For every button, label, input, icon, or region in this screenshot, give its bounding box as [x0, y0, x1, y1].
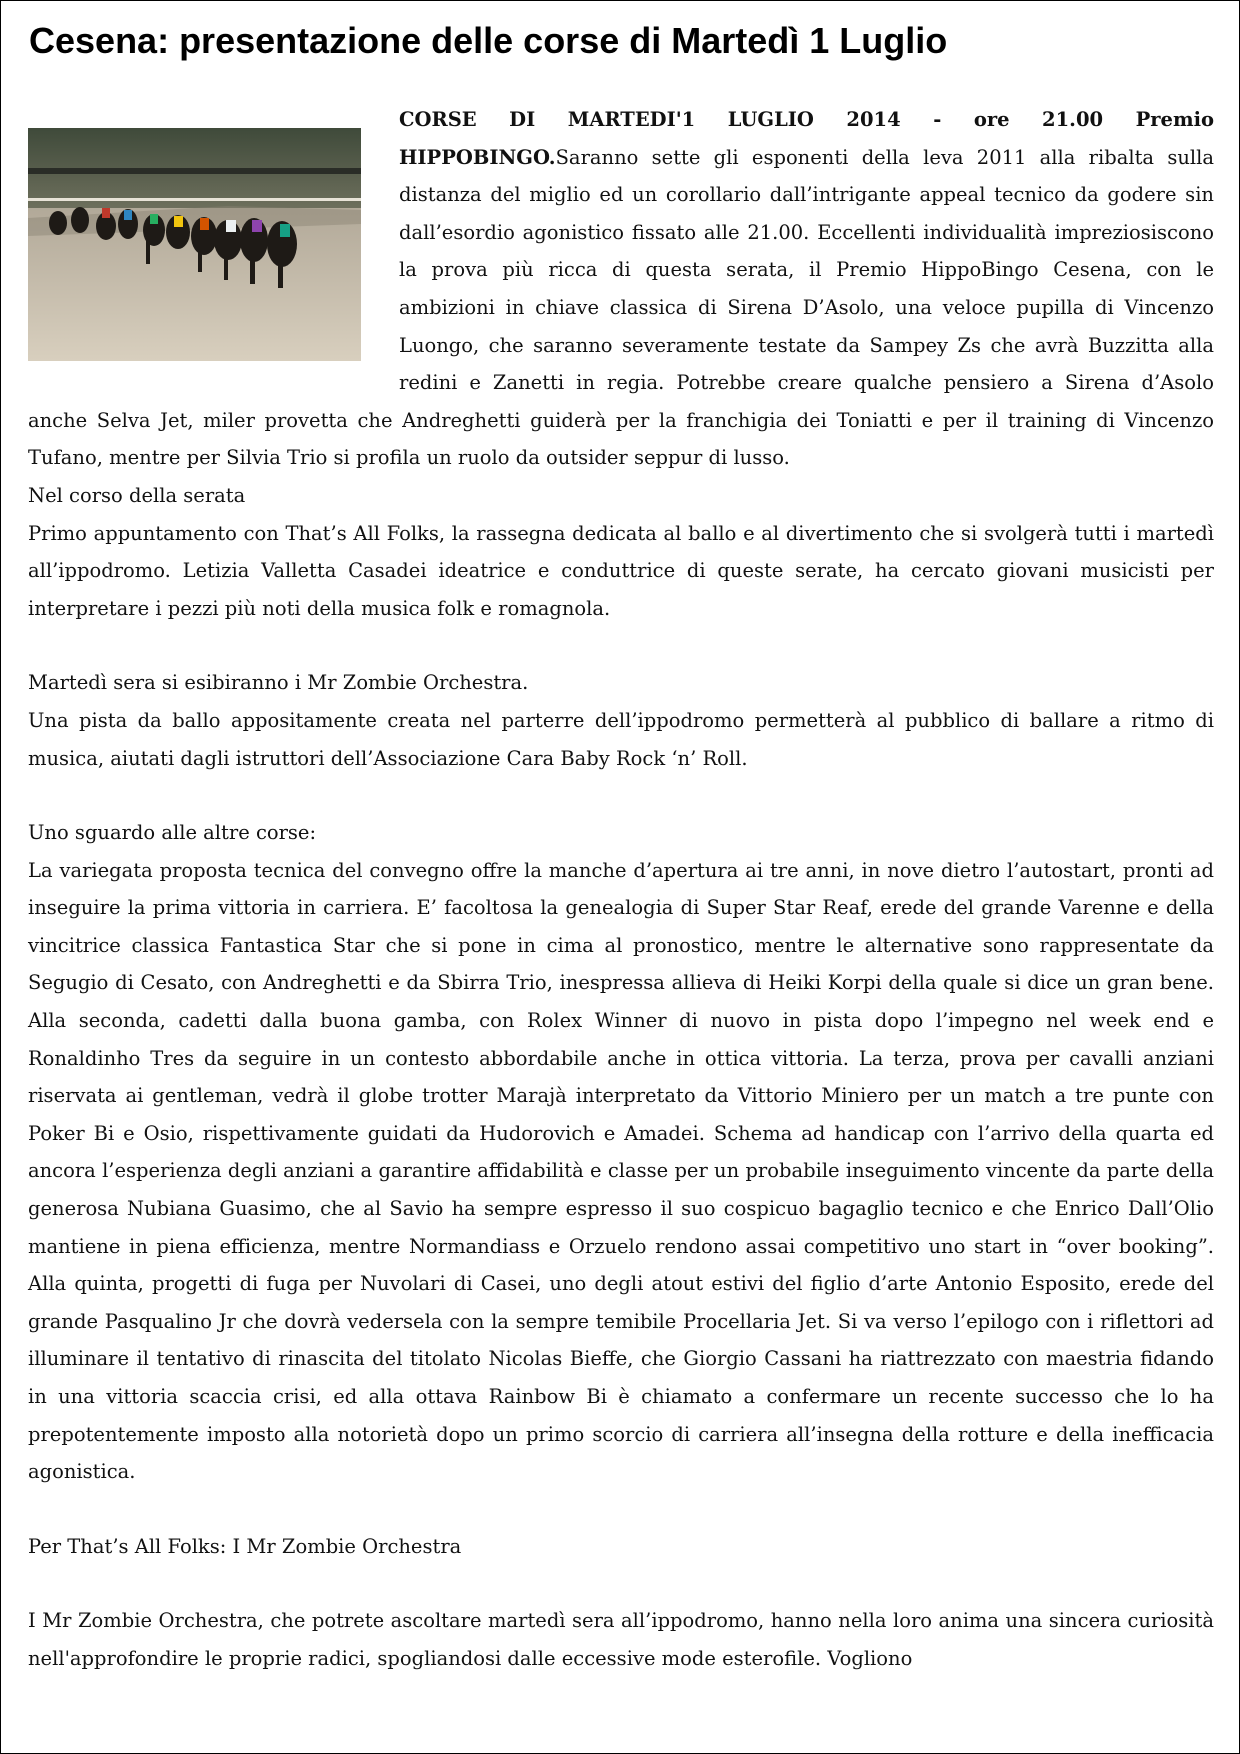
paragraph-primo-appuntamento: Primo appuntamento con That’s All Folks, la rassegna dedicata al ballo e al divertimento che si svolgerà tutti i martedì all’ippodromo. Letizia Valletta Casadei ideatrice e conduttrice di queste serate, ha cercato giovani musicisti per interpretare i pezzi più noti della musica folk e romagnola.	[28, 521, 1214, 620]
paragraph-mr-zombie: I Mr Zombie Orchestra, che potrete ascoltare martedì sera all’ippodromo, hanno nella loro anima una sincera curiosità nell'approfondire le proprie radici, spogliandosi dalle eccessive mode esterofile. Vogliono	[28, 1609, 1214, 1670]
paragraph-gap	[28, 777, 1214, 814]
article-title: Cesena: presentazione delle corse di Martedì 1 Luglio	[29, 20, 948, 61]
paragraph-pista: Una pista da ballo appositamente creata nel parterre dell’ippodromo permetterà al pubblico di ballare a ritmo di musica, aiutati dagli istruttori dell’Associazione Cara Baby Rock ‘n’ Roll.	[28, 708, 1214, 770]
photo-spacer	[28, 101, 399, 380]
paragraph-per-thats-all-folks: Per That’s All Folks: I Mr Zombie Orchestra	[28, 1534, 462, 1558]
paragraph-martedi: Martedì sera si esibiranno i Mr Zombie Orchestra.	[28, 671, 529, 695]
paragraph-gap	[28, 1491, 1214, 1528]
paragraph-gap	[28, 1565, 1214, 1602]
lead-text: Saranno sette gli esponenti della leva 2011 alla ribalta sulla distanza del miglio ed un corollario dall’intrigante appeal tecnico da godere sin dall’esordio agonistico fissato alle 21.00. Eccellenti individualità impreziosiscono la prova più ricca di questa serata, il Premio HippoBingo Cesena, con le ambizioni in chiave classica di Sirena D’Asolo, una veloce pupilla di Vincenzo Luongo, che saranno severamente testate da Sampey Zs che avrà Buzzitta alla redini e Zanetti in regia. Potrebbe creare qualche pensiero a Sirena d’Asolo anche Selva Jet, miler provetta che Andreghetti guiderà per la franchigia dei Toniatti e per il training di Vincenzo Tufano, mentre per Silvia Trio si profila un ruolo da outsider seppur di lusso.	[28, 145, 1214, 470]
lead-heading: CORSE DI MARTEDI'1 LUGLIO 2014 - ore 21.00 Premio HIPPOBINGO.	[399, 108, 1214, 169]
paragraph-variegata: La variegata proposta tecnica del convegno offre la manche d’apertura ai tre anni, in nove dietro l’autostart, pronti ad inseguire la prima vittoria in carriera. E’ facoltosa la genealogia di Super Star Reaf, erede del grande Varenne e della vincitrice classica Fantastica Star che si pone in cima al pronostico, mentre le alternative sono rappresentate da Segugio di Cesato, con Andreghetti e da Sbirra Trio, inespressa allieva di Heiki Korpi della quale si dice un gran bene. Alla seconda, cadetti dalla buona gamba, con Rolex Winner di nuovo in pista dopo l’impegno nel week end e Ronaldinho Tres da seguire in un contesto abbordabile anche in ottica vittoria. La terza, prova per cavalli anziani riservata ai gentleman, vedrà il globe trotter Marajà interpretato da Vittorio Miniero per un match a tre punte con Poker Bi e Osio, rispettivamente guidati da Hudorovich e Amadei. Schema ad handicap con l’arrivo della quarta ed ancora l’esperienza degli anziani a garantire affidabilità e classe per un probabile inseguimento vincente da parte della generosa Nubiana Guasimo, che al Savio ha sempre espresso il suo cospicuo bagaglio tecnico e che Enrico Dall’Olio mantiene in piena efficienza, mentre Normandiass e Orzuelo rendono assai competitivo uno start in “over booking”. Alla quinta, progetti di fuga per Nuvolari di Casei, uno degli atout estivi del figlio d’arte Antonio Esposito, erede del grande Pasqualino Jr che dovrà vedersela con la sempre temibile Procellaria Jet. Si va verso l’epilogo con i riflettori ad illuminare il tentativo di rinascita del titolato Nicolas Bieffe, che Giorgio Cassani ha riattrezzato con maestria fidando in una vittoria scaccia crisi, ed alla ottava Rainbow Bi è chiamato a confermare un recente successo che lo ha prepotentemente imposto alla notorietà dopo un primo scorcio di carriera all’insegna della rotture e della inefficacia agonistica.	[28, 858, 1214, 1484]
article-body	[28, 101, 1214, 1678]
paragraph-sguardo: Uno sguardo alle altre corse:	[28, 821, 317, 845]
paragraph-nel-corso: Nel corso della serata	[28, 483, 246, 507]
paragraph-gap	[28, 627, 1214, 664]
